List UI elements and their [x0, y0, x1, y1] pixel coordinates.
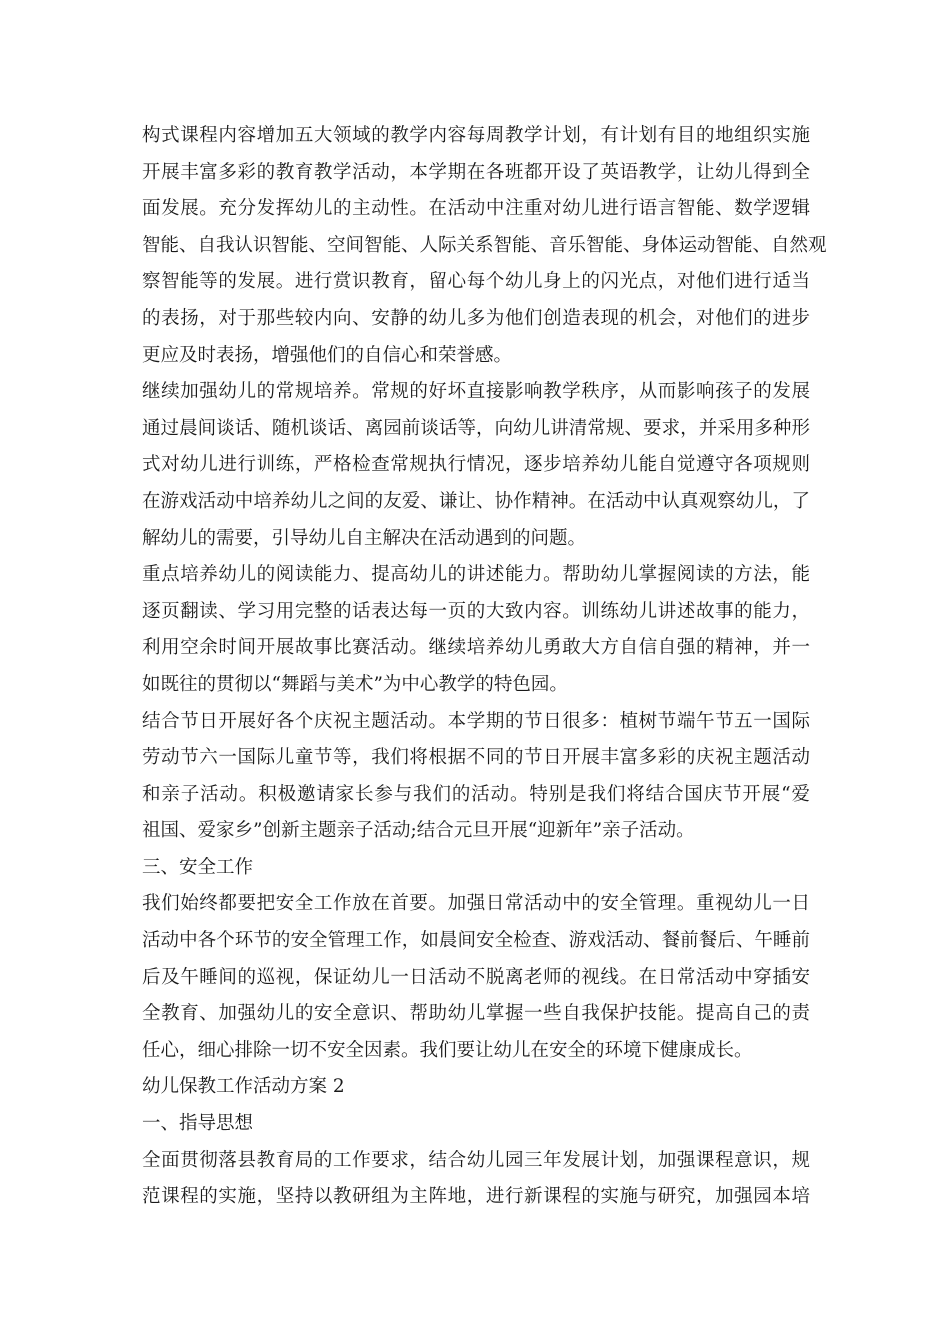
text-line: 更应及时表扬，增强他们的自信心和荣誉感。 [142, 344, 513, 366]
text-line: 劳动节六一国际儿童节等，我们将根据不同的节日开展丰富多彩的庆祝主题活动 [142, 747, 810, 769]
text-line: 祖国、爱家乡”创新主题亲子活动;结合元旦开展“迎新年”亲子活动。 [142, 820, 695, 842]
text-line: 全面贯彻落县教育局的工作要求，结合幼儿园三年发展计划，加强课程意识，规 [142, 1149, 810, 1171]
text-line: 三、安全工作 [142, 856, 254, 878]
text-line: 重点培养幼儿的阅读能力、提高幼儿的讲述能力。帮助幼儿掌握阅读的方法，能 [142, 564, 810, 586]
text-line: 如既往的贯彻以“舞蹈与美术”为中心教学的特色园。 [142, 673, 568, 695]
text-line: 在游戏活动中培养幼儿之间的友爱、谦让、协作精神。在活动中认真观察幼儿，了 [142, 490, 810, 512]
text-line: 幼儿保教工作活动方案 2 [142, 1076, 345, 1098]
text-line: 解幼儿的需要，引导幼儿自主解决在活动遇到的问题。 [142, 527, 587, 549]
text-line: 结合节日开展好各个庆祝主题活动。本学期的节日很多：植树节端午节五一国际 [142, 710, 810, 732]
text-line: 通过晨间谈话、随机谈话、离园前谈话等，向幼儿讲清常规、要求，并采用多种形 [142, 417, 810, 439]
text-line: 智能、自我认识智能、空间智能、人际关系智能、音乐智能、身体运动智能、自然观 [142, 234, 827, 256]
text-line: 我们始终都要把安全工作放在首要。加强日常活动中的安全管理。重视幼儿一日 [142, 893, 810, 915]
text-line: 察智能等的发展。进行赏识教育，留心每个幼儿身上的闪光点，对他们进行适当 [142, 271, 810, 293]
text-line: 构式课程内容增加五大领域的教学内容每周教学计划，有计划有目的地组织实施 [142, 125, 810, 146]
text-line: 和亲子活动。积极邀请家长参与我们的活动。特别是我们将结合国庆节开展“爱 [142, 783, 810, 805]
text-line: 继续加强幼儿的常规培养。常规的好坏直接影响教学秩序，从而影响孩子的发展 [142, 381, 810, 403]
text-line: 逐页翻读、学习用完整的话表达每一页的大致内容。训练幼儿讲述故事的能力， [142, 600, 810, 622]
text-line: 的表扬，对于那些较内向、安静的幼儿多为他们创造表现的机会，对他们的进步 [142, 307, 810, 329]
text-line: 式对幼儿进行训练，严格检查常规执行情况，逐步培养幼儿能自觉遵守各项规则 [142, 454, 810, 476]
text-line: 后及午睡间的巡视，保证幼儿一日活动不脱离老师的视线。在日常活动中穿插安 [142, 966, 810, 988]
text-line: 活动中各个环节的安全管理工作，如晨间安全检查、游戏活动、餐前餐后、午睡前 [142, 930, 810, 952]
text-line: 范课程的实施，坚持以教研组为主阵地，进行新课程的实施与研究，加强园本培 [142, 1186, 810, 1208]
text-line: 任心，细心排除一切不安全因素。我们要让幼儿在安全的环境下健康成长。 [142, 1039, 753, 1061]
text-line: 利用空余时间开展故事比赛活动。继续培养幼儿勇敢大方自信自强的精神，并一 [142, 637, 810, 659]
text-line: 开展丰富多彩的教育教学活动，本学期在各班都开设了英语教学，让幼儿得到全 [142, 161, 810, 183]
text-line: 面发展。充分发挥幼儿的主动性。在活动中注重对幼儿进行语言智能、数学逻辑 [142, 198, 810, 220]
text-line: 一、指导思想 [142, 1113, 254, 1135]
text-line: 全教育、加强幼儿的安全意识、帮助幼儿掌握一些自我保护技能。提高自己的责 [142, 1003, 810, 1025]
document-body [142, 118, 827, 1216]
